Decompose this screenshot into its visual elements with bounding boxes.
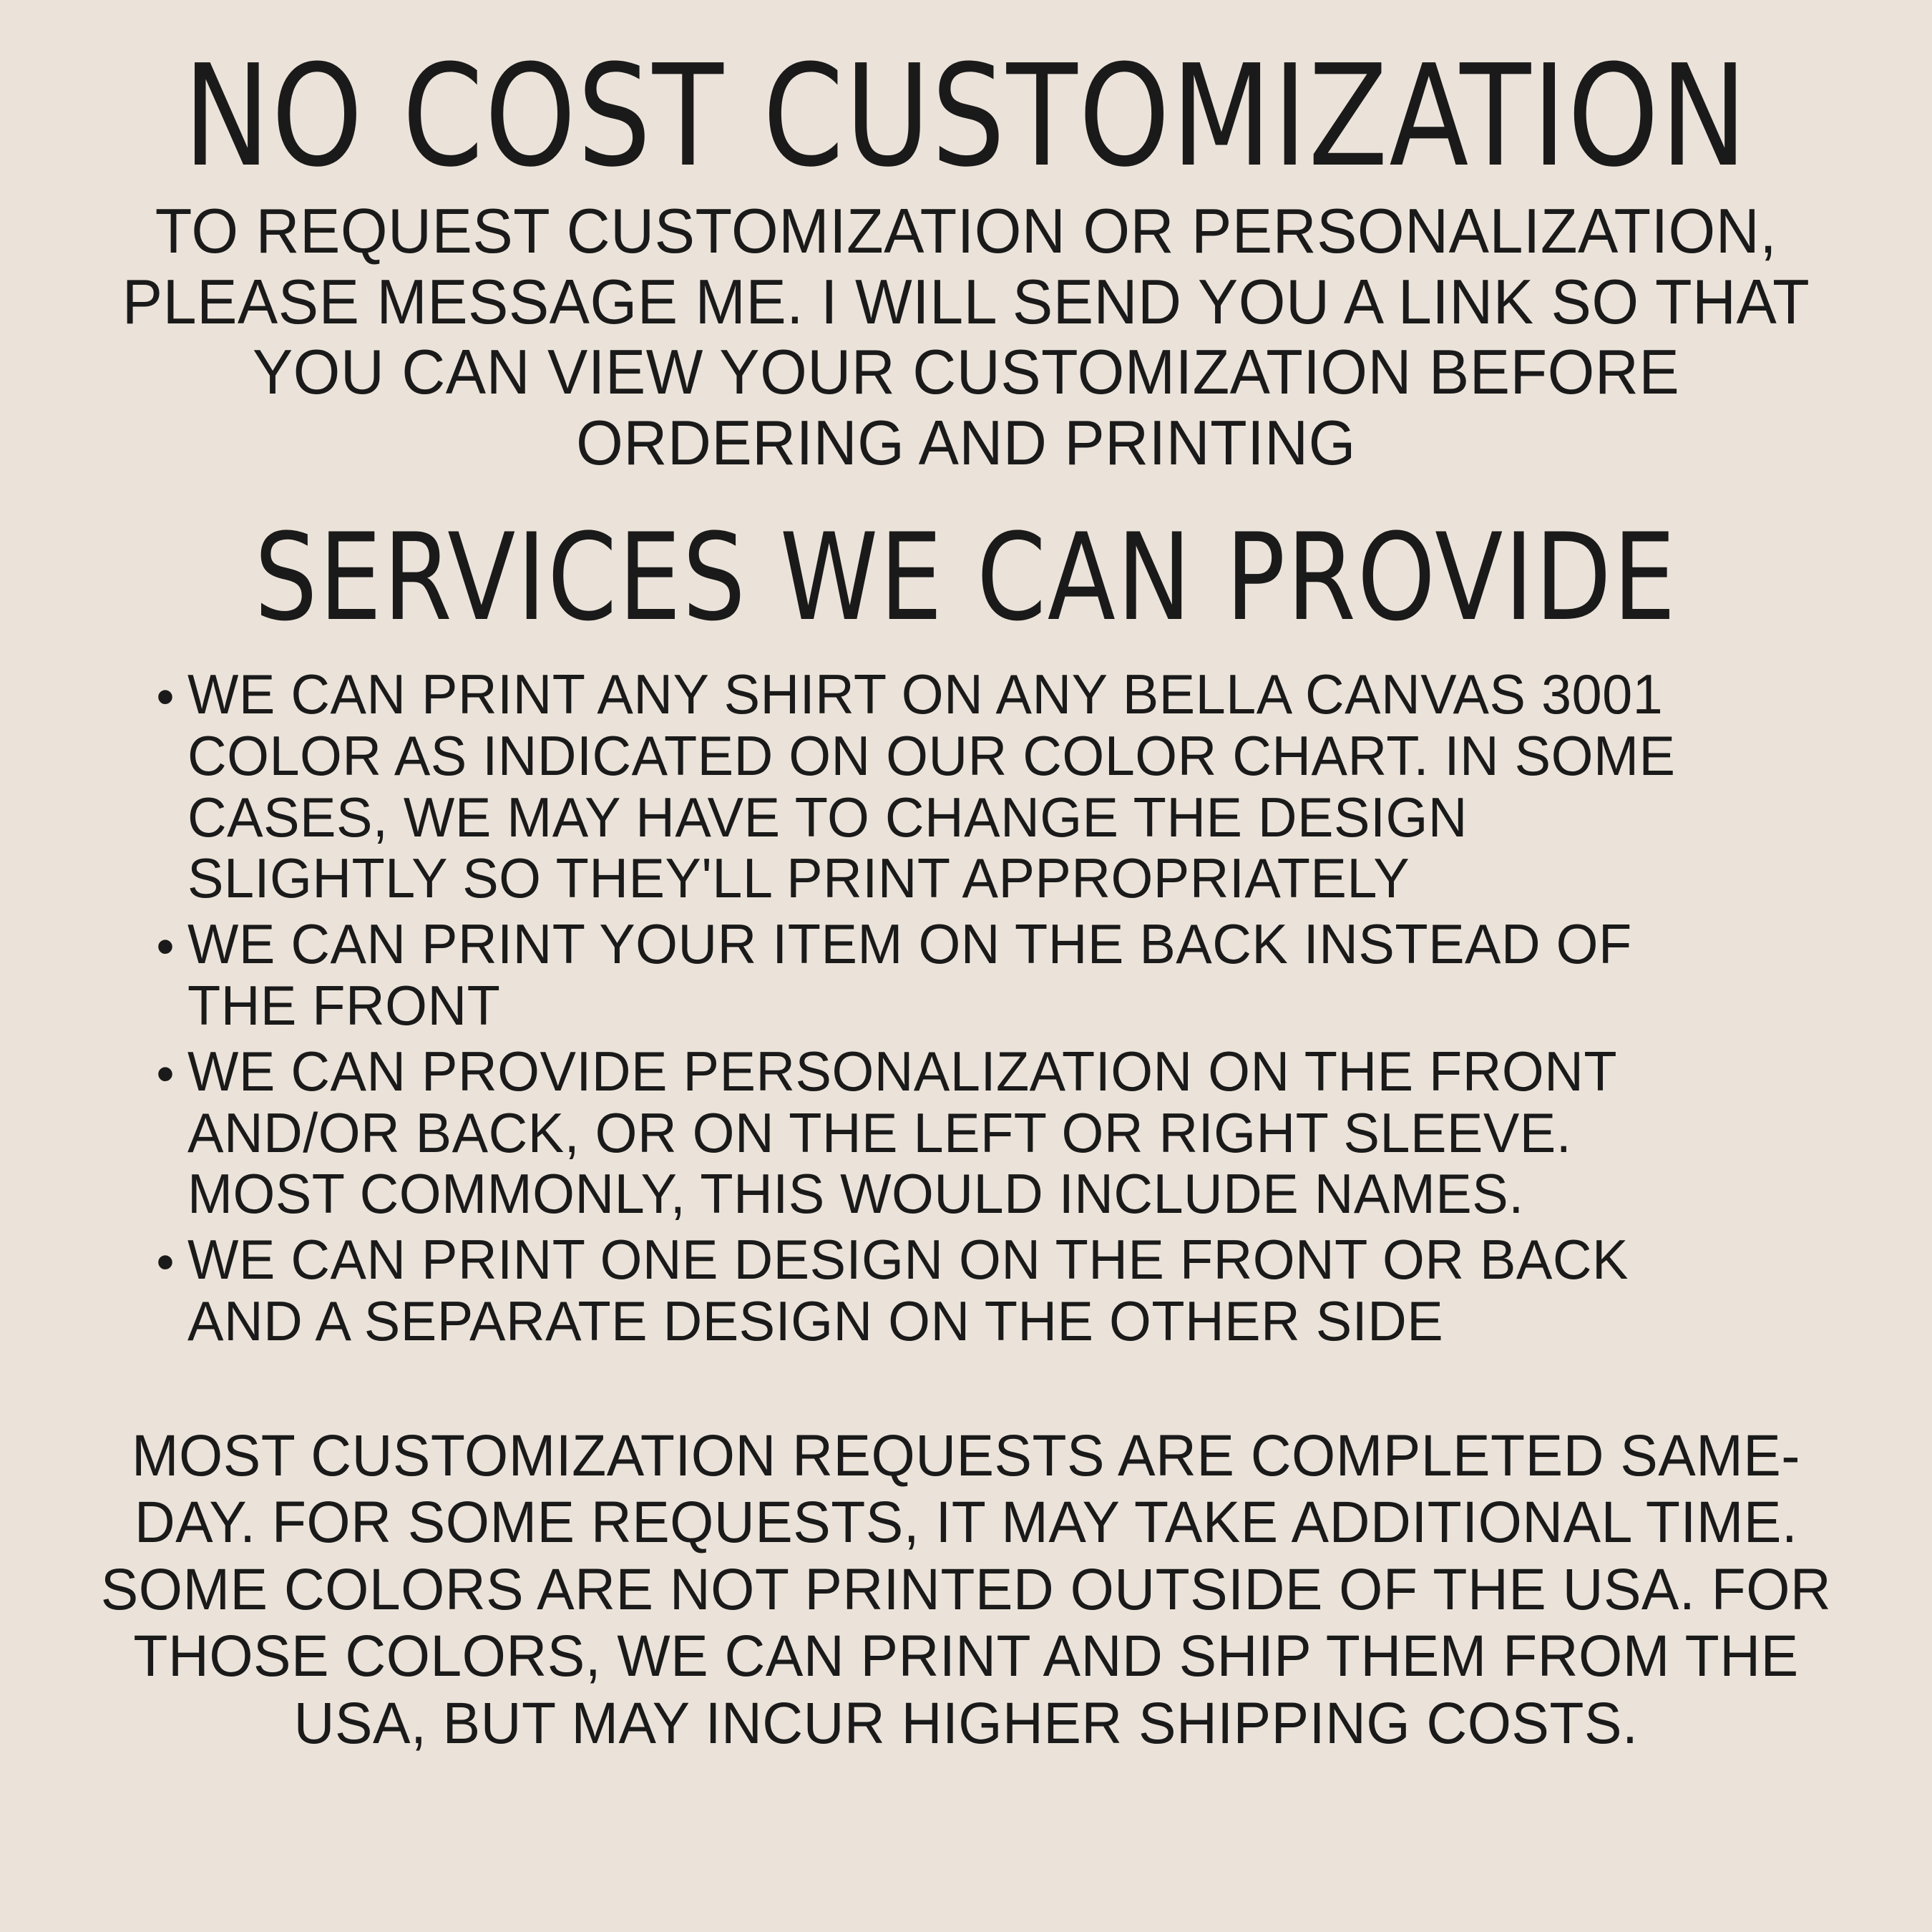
- page-title: NO COST CUSTOMIZATION: [183, 35, 1749, 198]
- bullet-icon: •: [156, 668, 175, 726]
- list-item-label: WE CAN PROVIDE PERSONALIZATION ON THE FRONT AND/OR BACK, OR ON THE LEFT OR RIGHT SLEEVE. MOST COMMONLY, THIS WOULD INCLUDE NAMES.: [187, 1039, 1616, 1226]
- bullet-icon: •: [156, 1234, 175, 1292]
- services-section-title: SERVICES WE CAN PROVIDE: [254, 507, 1678, 648]
- list-item: [143, 914, 1789, 1037]
- bullet-icon: •: [156, 1045, 175, 1103]
- services-list: [143, 664, 1789, 1357]
- intro-paragraph: TO REQUEST CUSTOMIZATION OR PERSONALIZATION, PLEASE MESSAGE ME. I WILL SEND YOU A LINK SO THAT YOU CAN VIEW YOUR CUSTOMIZATION BEFORE ORDERING AND PRINTING: [122, 195, 1810, 478]
- footer-paragraph: MOST CUSTOMIZATION REQUESTS ARE COMPLETED SAME-DAY. FOR SOME REQUESTS, IT MAY TAKE ADDITIONAL TIME. SOME COLORS ARE NOT PRINTED OUTSIDE OF THE USA. FOR THOSE COLORS, WE CAN PRINT AND SHIP THEM FROM THE USA, BUT MAY INCUR HIGHER SHIPPING COSTS.: [100, 1423, 1832, 1756]
- list-item: [143, 1041, 1789, 1225]
- list-item-label: WE CAN PRINT YOUR ITEM ON THE BACK INSTEAD OF THE FRONT: [187, 912, 1632, 1037]
- list-item: [143, 664, 1789, 909]
- list-item: [143, 1229, 1789, 1352]
- list-item-label: WE CAN PRINT ONE DESIGN ON THE FRONT OR BACK AND A SEPARATE DESIGN ON THE OTHER SIDE: [187, 1228, 1629, 1352]
- bullet-icon: •: [156, 918, 175, 976]
- list-item-label: WE CAN PRINT ANY SHIRT ON ANY BELLA CANVAS 3001 COLOR AS INDICATED ON OUR COLOR CHART. IN SOME CASES, WE MAY HAVE TO CHANGE THE DESIGN SLIGHTLY SO THEY'LL PRINT APPROPRIATELY: [187, 662, 1676, 910]
